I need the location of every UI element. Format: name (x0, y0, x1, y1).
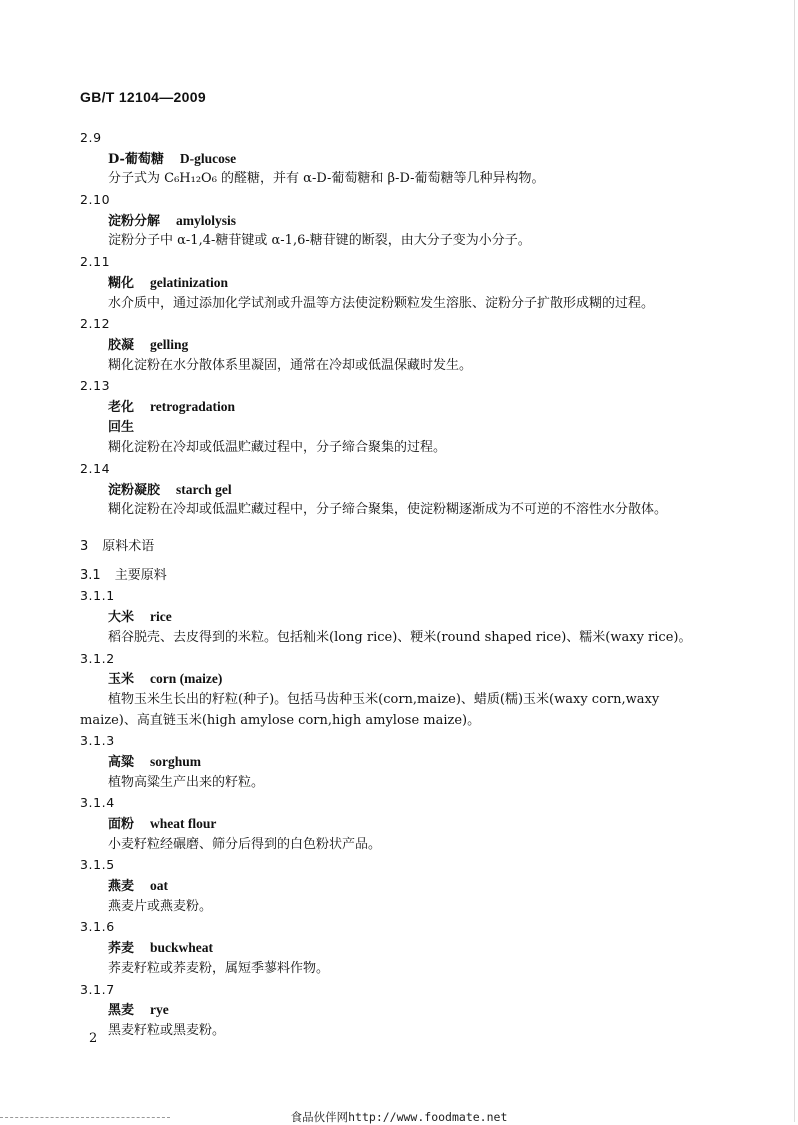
term-definition-continued: maize)、高直链玉米(high amylose corn,high amylose maize)。 (80, 712, 481, 728)
term-heading (80, 876, 720, 897)
term-heading (80, 752, 720, 773)
clause-number: 2.12 (80, 316, 111, 332)
term-heading (80, 335, 720, 356)
term-definition: 小麦籽粒经碾磨、筛分后得到的白色粉状产品。 (108, 836, 382, 852)
term-english: gelling (150, 336, 189, 352)
term-english: wheat flour (150, 816, 217, 831)
term-english: rice (150, 609, 172, 625)
term-definition: 燕麦片或燕麦粉。 (108, 898, 213, 914)
term-heading (80, 149, 720, 170)
term-definition: 糊化淀粉在冷却或低温贮藏过程中，分子缔合聚集，使淀粉糊逐渐成为不可逆的不溶性水分散体。 (108, 502, 668, 518)
clause-number: 3.1.4 (80, 795, 115, 811)
term-heading (80, 480, 720, 501)
term-english: oat (150, 878, 169, 894)
footer-watermark: 食品伙伴网http://www.foodmate.net (290, 1110, 508, 1124)
term-chinese: D-葡萄糖 (108, 151, 164, 167)
clause-number: 2.9 (80, 130, 102, 145)
term-chinese: 黑麦 (108, 1003, 135, 1019)
term-english: starch gel (176, 481, 232, 497)
term-chinese: 面粉 (108, 817, 135, 832)
term-english: D-glucose (179, 150, 237, 166)
term-chinese: 淀粉凝胶 (108, 482, 161, 498)
standard-number-header: GB/T 12104—2009 (80, 89, 206, 105)
term-chinese: 胶凝 (108, 337, 135, 353)
term-heading (80, 1000, 720, 1021)
clause-number: 3.1.7 (80, 981, 115, 997)
clause-number: 3.1.6 (80, 919, 115, 935)
term-heading (80, 607, 720, 628)
term-heading (80, 669, 720, 690)
clause-number: 2.13 (80, 378, 111, 394)
subsection-heading (80, 566, 720, 587)
term-synonym: 回生 (108, 419, 135, 435)
term-heading (80, 211, 720, 232)
document-body (80, 128, 720, 1042)
clause-number: 2.14 (80, 461, 111, 476)
term-definition: 荞麦籽粒或荞麦粉，属短季蓼料作物。 (108, 960, 330, 976)
term-english: amylolysis (176, 212, 237, 228)
subsection-title: 主要原料 (114, 567, 167, 583)
term-english: buckwheat (150, 940, 214, 956)
term-english: corn (maize) (150, 671, 223, 687)
term-english: sorghum (150, 753, 202, 769)
term-chinese: 老化 (108, 399, 135, 415)
term-chinese: 淀粉分解 (108, 213, 161, 229)
term-chinese: 糊化 (108, 275, 135, 291)
term-definition: 分子式为 C₆H₁₂O₆ 的醛糖，并有 α-D-葡萄糖和 β-D-葡萄糖等几种异构物。 (108, 171, 545, 187)
subsection-number: 3.1 (80, 567, 101, 583)
term-english: rye (150, 1002, 169, 1018)
clause-number: 2.11 (80, 254, 111, 270)
term-chinese: 大米 (108, 610, 135, 626)
term-definition: 糊化淀粉在冷却或低温贮藏过程中，分子缔合聚集的过程。 (108, 440, 447, 456)
term-heading (80, 814, 720, 835)
term-chinese: 燕麦 (108, 879, 135, 895)
term-heading (80, 938, 720, 959)
term-heading (80, 397, 720, 418)
page-number: 2 (89, 1031, 98, 1046)
section-title: 原料术语 (102, 539, 155, 555)
clause-number: 2.10 (80, 192, 111, 208)
clause-number: 3.1.2 (80, 650, 115, 666)
term-definition: 黑麦籽粒或黑麦粉。 (108, 1022, 226, 1038)
term-chinese: 玉米 (108, 672, 135, 688)
section-heading (80, 537, 720, 558)
term-english: retrogradation (150, 398, 236, 414)
term-definition: 植物高粱生产出来的籽粒。 (108, 774, 265, 790)
clause-number: 3.1.1 (80, 588, 115, 604)
term-definition: 糊化淀粉在水分散体系里凝固，通常在冷却或低温保藏时发生。 (108, 357, 473, 373)
term-chinese: 高粱 (108, 754, 135, 770)
term-heading (80, 273, 720, 294)
term-definition: 植物玉米生长出的籽粒(种子)。包括马齿种玉米(corn,maize)、蜡质(糯)玉米(waxy corn,waxy (108, 691, 660, 707)
page-edge (794, 0, 795, 1122)
clause-number: 3.1.5 (80, 857, 115, 873)
term-chinese: 荞麦 (108, 941, 135, 957)
term-definition: 水介质中，通过添加化学试剂或升温等方法使淀粉颗粒发生溶胀、淀粉分子扩散形成糊的过程。 (108, 295, 655, 311)
term-definition: 稻谷脱壳、去皮得到的米粒。包括籼米(long rice)、粳米(round shaped rice)、糯米(waxy rice)。 (108, 629, 692, 645)
term-definition: 淀粉分子中 α-1,4-糖苷键或 α-1,6-糖苷键的断裂，由大分子变为小分子。 (108, 233, 531, 249)
term-english: gelatinization (150, 274, 229, 290)
clause-number: 3.1.3 (80, 733, 115, 749)
section-number: 3 (80, 539, 89, 555)
